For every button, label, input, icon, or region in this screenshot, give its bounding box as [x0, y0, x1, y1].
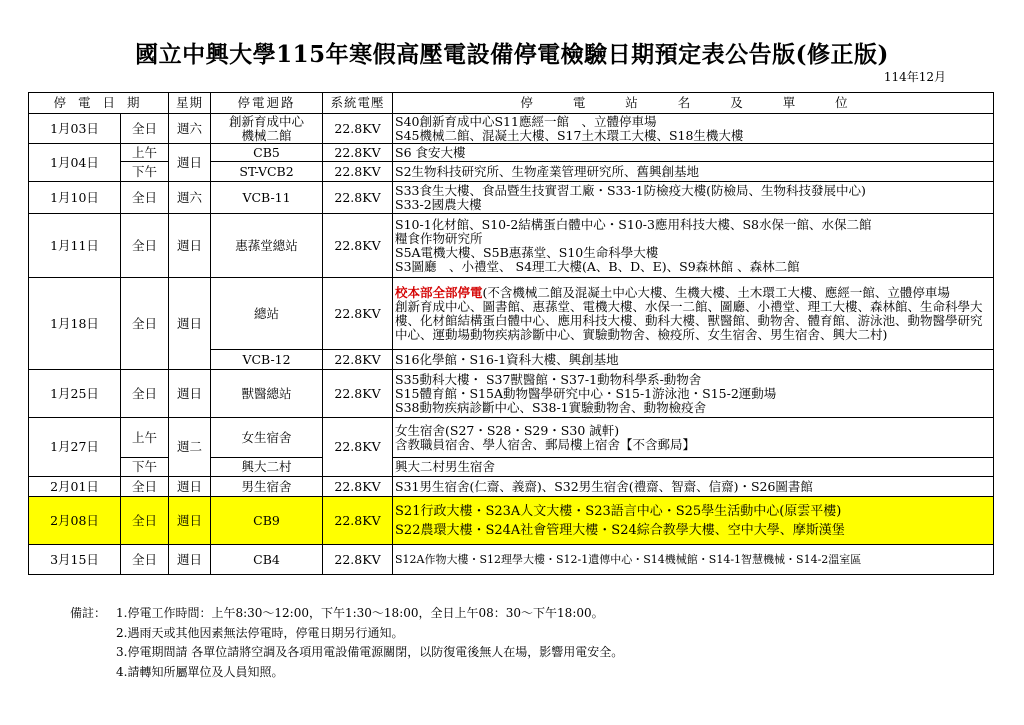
row-stations: S16化學館・S16-1資科大樓、興創基地 [393, 350, 994, 370]
row-weekday: 週六 [169, 182, 211, 214]
row-voltage: 22.8KV [323, 418, 393, 477]
row-weekday: 週二 [169, 418, 211, 477]
table-row [29, 214, 994, 278]
full-outage-exclusions: (不含機械二館及混凝土中心大樓、生機大樓、土木環工大樓、應經一館、立體停車場 [482, 284, 950, 300]
row-date: 1月18日 [29, 278, 121, 370]
row-voltage: 22.8KV [323, 350, 393, 370]
header-weekday: 星期 [169, 93, 211, 114]
row-voltage: 22.8KV [323, 162, 393, 182]
row-period: 全日 [121, 477, 169, 497]
row-voltage: 22.8KV [323, 214, 393, 278]
row-period: 下午 [121, 458, 169, 477]
row-voltage: 22.8KV [323, 114, 393, 144]
row-period: 上午 [121, 418, 169, 458]
row-circuit: 興大二村 [211, 458, 323, 477]
header-circuit: 停電迴路 [211, 93, 323, 114]
row-period: 全日 [121, 182, 169, 214]
row-circuit: 惠蓀堂總站 [211, 214, 323, 278]
row-voltage: 22.8KV [323, 144, 393, 162]
table-row [29, 114, 994, 144]
note-item: 1.停電工作時間：上午8:30～12:00，下午1:30～18:00，全日上午08：30～下午18:00。 [116, 606, 604, 620]
row-circuit: CB4 [211, 545, 323, 575]
row-voltage: 22.8KV [323, 477, 393, 497]
row-date: 1月25日 [29, 370, 121, 418]
table-row [29, 477, 994, 497]
row-date: 1月04日 [29, 144, 121, 182]
row-date: 1月27日 [29, 418, 121, 477]
row-stations: S31男生宿舍(仁齋、義齋)、S32男生宿舍(禮齋、智齋、信齋)・S26圖書館 [393, 477, 994, 497]
row-date: 1月03日 [29, 114, 121, 144]
row-period: 全日 [121, 370, 169, 418]
row-circuit: 男生宿舍 [211, 477, 323, 497]
table-row-highlighted [29, 497, 994, 545]
row-weekday: 週日 [169, 214, 211, 278]
outage-schedule-table [28, 92, 994, 575]
row-circuit: CB5 [211, 144, 323, 162]
row-period: 全日 [121, 278, 169, 370]
row-voltage: 22.8KV [323, 182, 393, 214]
row-date: 3月15日 [29, 545, 121, 575]
row-stations: S21行政大樓・S23A人文大樓・S23語言中心・S25學生活動中心(原雲平樓) S22農環大樓・S24A社會管理大樓・S24綜合教學大樓、空中大學、摩斯漢堡 [393, 497, 994, 545]
table-row [29, 182, 994, 214]
row-date: 2月01日 [29, 477, 121, 497]
row-weekday: 週六 [169, 114, 211, 144]
row-period: 全日 [121, 545, 169, 575]
row-weekday: 週日 [169, 144, 211, 182]
row-circuit: CB9 [211, 497, 323, 545]
table-row [29, 418, 994, 458]
row-voltage: 22.8KV [323, 545, 393, 575]
row-weekday: 週日 [169, 497, 211, 545]
notes-section [70, 604, 623, 682]
note-item: 2.遇雨天或其他因素無法停電時，停電日期另行通知。 [116, 625, 404, 640]
row-weekday: 週日 [169, 477, 211, 497]
row-stations: S35動科大樓・ S37獸醫館・S37-1動物科學系-動物舍 S15體育館・S15A動物醫學研究中心・S15-1游泳池・S15-2運動場 S38動物疾病診斷中心、S38-1實驗動物舍、動物檢疫舍 [393, 370, 994, 418]
notes-label: 備註： [70, 606, 107, 620]
row-period: 全日 [121, 497, 169, 545]
row-circuit: VCB-12 [211, 350, 323, 370]
table-header-row [29, 93, 994, 114]
full-outage-units: 創新育成中心、圖書館、惠蓀堂、電機大樓、水保一二館、圖廳、小禮堂、理工大樓、森林館、生命科學大樓、化材館結構蛋白體中心、應用科技大樓、動科大樓、獸醫館、動物舍、體育館、游泳池、動物醫學研究中心、運動場動物疾病診斷中心、實驗動物舍、檢疫所、女生宿舍、男生宿舍、興大二村) [395, 298, 983, 342]
table-row [29, 370, 994, 418]
row-period: 上午 [121, 144, 169, 162]
row-voltage: 22.8KV [323, 278, 393, 350]
row-period: 全日 [121, 114, 169, 144]
row-stations [393, 278, 994, 350]
row-weekday: 週日 [169, 278, 211, 370]
row-circuit: 獸醫總站 [211, 370, 323, 418]
row-date: 2月08日 [29, 497, 121, 545]
row-circuit: VCB-11 [211, 182, 323, 214]
row-circuit: 創新育成中心 機械二館 [211, 114, 323, 144]
table-row [29, 144, 994, 162]
full-outage-label: 校本部全部停電 [395, 284, 483, 300]
row-stations: S6 食安大樓 [393, 144, 994, 162]
publish-date: 114年12月 [883, 70, 946, 84]
table-row [29, 545, 994, 575]
row-circuit: 總站 [211, 278, 323, 350]
row-voltage: 22.8KV [323, 370, 393, 418]
row-date: 1月10日 [29, 182, 121, 214]
row-stations: 興大二村男生宿舍 [393, 458, 994, 477]
row-weekday: 週日 [169, 370, 211, 418]
row-stations: S10-1化材館、S10-2結構蛋白體中心・S10-3應用科技大樓、S8水保一館、水保二館 糧食作物研究所 S5A電機大樓、S5B惠蓀堂、S10生命科學大樓 S3圖廳 、小禮堂、 S4理工大樓(A、B、D、E)、S9森林館 、森林二館 [393, 214, 994, 278]
row-date: 1月11日 [29, 214, 121, 278]
row-voltage: 22.8KV [323, 497, 393, 545]
table-row [29, 278, 994, 350]
row-weekday: 週日 [169, 545, 211, 575]
row-stations: S12A作物大樓・S12理學大樓・S12-1遺傳中心・S14機械館・S14-1智慧機械・S14-2溫室區 [393, 545, 994, 575]
note-item: 4.請轉知所屬單位及人員知照。 [116, 664, 284, 679]
row-circuit: 女生宿舍 [211, 418, 323, 458]
row-circuit: ST-VCB2 [211, 162, 323, 182]
page-title: 國立中興大學115年寒假高壓電設備停電檢驗日期預定表公告版(修正版) [135, 41, 889, 68]
row-stations: S40創新育成中心S11應經一館 、立體停車場 S45機械二館、混凝土大樓、S17土木環工大樓、S18生機大樓 [393, 114, 994, 144]
row-stations: S33食生大樓、食品暨生技實習工廠・S33-1防檢疫大樓(防檢局、生物科技發展中心) S33-2國農大樓 [393, 182, 994, 214]
header-voltage: 系統電壓 [323, 93, 393, 114]
row-stations: S2生物科技研究所、生物產業管理研究所、舊興創基地 [393, 162, 994, 182]
header-stations: 停 電 站 名 及 單 位 [393, 93, 994, 114]
header-date: 停 電 日 期 [29, 93, 169, 114]
row-stations: 女生宿舍(S27・S28・S29・S30 誠軒) 含教職員宿舍、學人宿舍、郵局樓上宿舍【不含郵局】 [393, 418, 994, 458]
row-period: 全日 [121, 214, 169, 278]
note-item: 3.停電期間請 各單位請將空調及各項用電設備電源關閉，以防復電後無人在場，影響用電安全。 [116, 645, 624, 659]
row-period: 下午 [121, 162, 169, 182]
